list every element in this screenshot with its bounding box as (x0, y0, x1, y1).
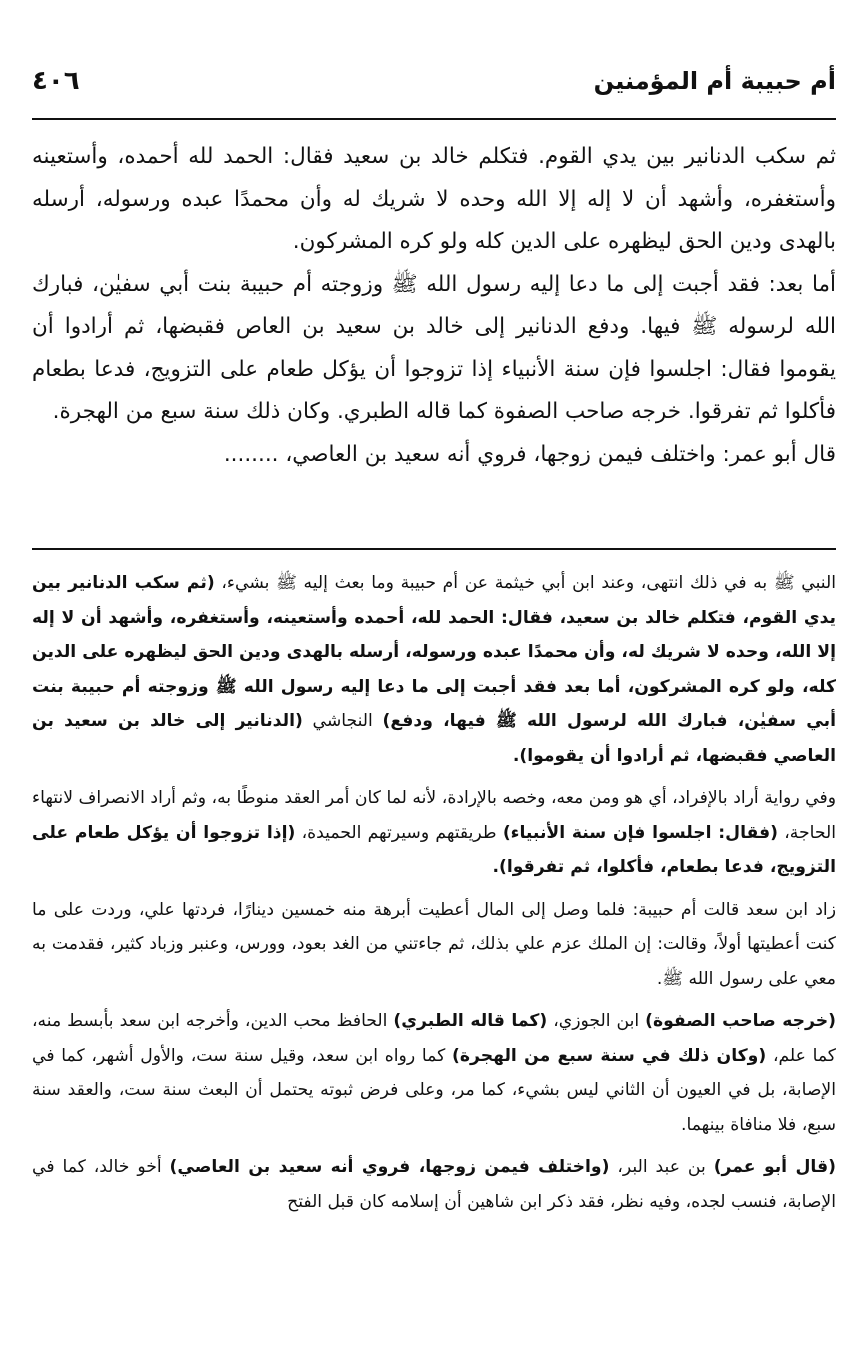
commentary-text-run: النبي ﷺ به في ذلك انتهى، وعند ابن أبي خيثمة عن أم حبيبة وما بعث إليه ﷺ بشيء، (214, 573, 837, 593)
section-divider (32, 548, 836, 550)
quoted-text: (فقال: اجلسوا فإن سنة الأنبياء) (502, 822, 779, 843)
main-paragraph-text: قال أبو عمر: واختلف فيمن زوجها، فروي أنه سعيد بن العاصي، (285, 441, 836, 467)
quoted-text: (خرجه صاحب الصفوة) (645, 1011, 836, 1031)
commentary-paragraph (32, 566, 836, 773)
main-paragraph: أما بعد: فقد أجبت إلى ما دعا إليه رسول الله ﷺ وزوجته أم حبيبة بنت أبي سفيٰن، فبارك الله لرسوله ﷺ فيها. ودفع الدنانير إلى خالد بن سعيد بن العاص فقبضها، ثم أرادوا أن يقوموا فقال: اجلسوا فإن سنة الأنبياء إذا تزوجوا أن يؤكل طعام على التزويج، فدعا بطعام فأكلوا ثم تفرقوا. خرجه صاحب الصفوة كما قاله الطبري. وكان ذلك سنة سبع من الهجرة. (32, 271, 836, 424)
commentary-paragraph (32, 893, 836, 997)
main-paragraph-last (32, 434, 836, 477)
commentary-text-run: النجاشي (302, 711, 373, 731)
commentary-paragraph (32, 781, 836, 885)
quoted-text: (وكان ذلك في سنة سبع من الهجرة) (452, 1045, 767, 1066)
commentary-text-run: أخو خالد، كما في الإصابة، فنسب لجده، وفيه نظر، فقد ذكر ابن شاهين أن إسلامه كان قبل الفتح (32, 1157, 836, 1212)
quoted-text: (واختلف فيمن زوجها، فروي أنه سعيد بن العاصي) (169, 1157, 610, 1177)
header-rule (32, 118, 836, 120)
page-number: ٤٠٦ (32, 66, 80, 96)
quoted-text: (كما قاله الطبري) (393, 1011, 548, 1031)
commentary-text-run: طريقتهم وسيرتهم الحميدة، (295, 822, 497, 843)
quoted-text: (الدنانير إلى خالد بن سعيد بن العاصي فقبضها، ثم أرادوا أن يقوموا). (32, 711, 836, 766)
commentary-paragraph (32, 1004, 836, 1142)
main-text (32, 136, 836, 476)
main-paragraph: ثم سكب الدنانير بين يدي القوم. فتكلم خالد بن سعيد فقال: الحمد لله أحمده، وأستعينه وأستغفره، وأشهد أن لا إله إلا الله وحده لا شريك له وأن محمدًا عبده ورسوله، أرسله بالهدى ودين الحق ليظهره على الدين كله ولو كره المشركون. (32, 144, 836, 254)
commentary-text-run: زاد ابن سعد قالت أم حبيبة: فلما وصل إلى المال أعطيت أبرهة منه خمسين دينارًا، فردتها علي، وردت على ما كنت أعطيتها أولاً، وقالت: إن الملك عزم علي بذلك، ثم جاءتني من الغد بعود، وورس، وعنبر وزباد كثير، فقدمت به معي على رسول الله ﷺ. (32, 899, 836, 989)
commentary-text-run: ابن الجوزي، (547, 1011, 640, 1031)
commentary-text (32, 566, 836, 1227)
commentary-text-run: بن عبد البر، (609, 1157, 706, 1177)
quoted-text: (قال أبو عمر) (713, 1157, 836, 1177)
commentary-text-run: الحافظ محب الدين، وأخرجه ابن سعد بأبسط منه، كما علم، (32, 1011, 836, 1066)
quoted-text: (ثم سكب الدنانير بين يدي القوم، فتكلم خالد بن سعيد، فقال: الحمد لله، أحمده وأستعينه، وأستغفره، وأشهد أن لا إله إلا الله، وحده لا شريك له، وأن محمدًا عبده ورسوله، أرسله بالهدى ودين الحق ليظهره على الدين كله، ولو كره المشركون، أما بعد فقد أجبت إلى ما دعا إليه رسول الله ﷺ وزوجته أم حبيبة بنت أبي سفيٰن، فبارك الله لرسول الله ﷺ فيها، ودفع) (32, 573, 836, 731)
running-title: أم حبيبة أم المؤمنين (593, 67, 836, 95)
commentary-paragraph (32, 1150, 836, 1219)
commentary-text-run: وفي رواية أراد بالإفراد، أي هو ومن معه، وخصه بالإرادة، لأنه لما كان أمر العقد منوطًا به، وثم أراد الانصراف لانتهاء الحاجة، (32, 788, 836, 843)
page-header (32, 56, 836, 106)
commentary-text-run: كما رواه ابن سعد، وقيل سنة ست، والأول أشهر، كما في الإصابة، بل في العيون أن الثاني ليس بشيء، كما مر، وعلى فرض ثبوته يحتمل أن البعث سنة ست، والعقد سنة سبع، فلا منافاة بينهما. (32, 1045, 836, 1135)
quoted-text: (إذا تزوجوا أن يؤكل طعام على التزويج، فدعا بطعام، فأكلوا، ثم تفرقوا). (32, 822, 836, 877)
ellipsis: ........ (223, 441, 279, 467)
